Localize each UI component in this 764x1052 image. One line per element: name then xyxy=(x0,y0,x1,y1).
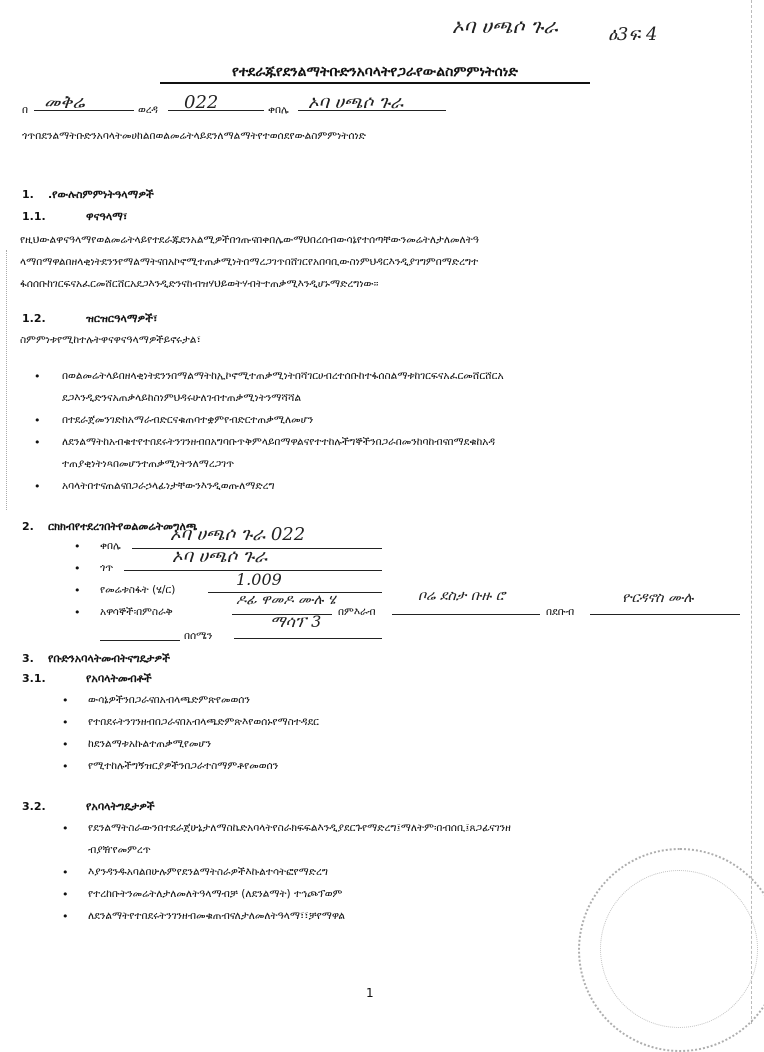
bullet-dot: • xyxy=(62,888,69,901)
right-item: የሚተከሉችግኝዝርያዎችንበጋራተስማምቶየመወሰን xyxy=(88,760,279,772)
section-3-1-number: 3.1. xyxy=(22,672,46,685)
section-1-1-text-line-2: ላማበማዋልበዘላቂነትደንንየማልማትናበአኮኖሚተጠቃሚነትበማረጋገጥበሸገርየአበባቢውስነምህዳርእንዲያገግምበማድረግተ xyxy=(20,256,479,268)
section-2-number: 2. xyxy=(22,520,34,533)
bullet-dot: • xyxy=(62,866,69,879)
section-2-title: ርክክብየተደረገበትየወልመሬትመግለጫ xyxy=(48,520,198,533)
bullet-dot: • xyxy=(62,738,69,751)
handwritten-corner-note: ዕ3ፍ 4 xyxy=(608,24,658,45)
boundary-west-label: በምእራብ xyxy=(338,606,376,618)
duty-item-continued: ብያዥየመምረጥ xyxy=(88,844,151,856)
bullet-dot: • xyxy=(34,414,41,427)
document-title: የተደራጁየደንልማትቡድንአባላትየጋራየውልስምምነትሰነድ xyxy=(160,64,590,84)
page-number: 1 xyxy=(366,986,374,1000)
land-size-label: የመሬቱስፋት (ሄ/ር) xyxy=(100,584,176,596)
bullet-dot: • xyxy=(34,436,41,449)
handwritten-size: 1.009 xyxy=(236,570,282,589)
section-1-1-text-line-1: የዚህውልዋናዓላማየወልመሬትላይየተደራጁደንአልሚዎችበጎጡናበቀበሌውማህበረሰብውሳኔየተሰጣቸውንመሬትለታለመለትዓ xyxy=(20,234,479,246)
section-3-2-number: 3.2. xyxy=(22,800,46,813)
boundary-north-label: በሰሜን xyxy=(184,630,213,642)
label-ba: በ xyxy=(22,104,29,116)
label-kebele: ቀበሌ xyxy=(268,104,289,116)
bullet-dot: • xyxy=(62,716,69,729)
boundary-south-label: በደቡብ xyxy=(546,606,575,618)
handwritten-place: ኦባ ሀጫሶ ጉራ xyxy=(308,92,404,113)
handwritten-kebele: ኦባ ሀጫሶ ጉራ 022 xyxy=(170,524,306,545)
section-1-title: .የውሉስምምነትዓላማዎች xyxy=(48,188,154,201)
objective-item: በተደራጀመንገድከአማራብድርናቁጠባተቋምየብድርተጠቃሚለመሆን xyxy=(62,414,314,426)
right-item: ውሳኔዎችንበጋራናበአብላጫድምጽየመወሰን xyxy=(88,694,250,706)
bullet-dot: • xyxy=(62,910,69,923)
label-woreda: ወረዳ xyxy=(138,104,158,116)
objective-item-continued: ደጋእንዲድንናአጠቃላይከስነምህዳሩሁለገብተጠቃሚነትንማሻሻል xyxy=(62,392,302,404)
section-1-1-text-line-3: ፋሰሰቡከገርፍናአፈርመሸርሸርአደጋእንዲድንናከብዝሃህይወትሃብትተጠቃሚእንዲሆኑማድረግነው፡፡ xyxy=(20,278,379,290)
duty-item: የተረከቡትንመሬትለታለመለትዓላማብቻ (ለደንልማት) ተኅጮፕወም xyxy=(88,888,343,900)
blank-leader xyxy=(100,626,180,641)
handwritten-west: ቦሬ ደስታ ቡዙ ሮ xyxy=(418,588,506,604)
section-3-title: የቡድንአባላትመብትናግዴታዎች xyxy=(48,652,170,665)
blank-land-size xyxy=(208,578,382,593)
section-3-1-title: የአባላትመብቶች xyxy=(86,672,152,685)
handwritten-got: ኦባ ሀጫሶ ጉራ xyxy=(172,546,268,567)
duty-item: የደንልማትስራውንበተደራጀሁኔታለማስኬድአባላትየስራክፍፍልእንዲያደርጉየማድረግ፤ማለትም፡በብሰቢ፤ጸጋፊናገንዘ xyxy=(88,822,511,834)
handwritten-name: መቅሬ xyxy=(44,92,85,113)
section-1-2-title: ዝርዝርዓላማዎች፣ xyxy=(86,312,158,325)
section-1-1-title: ዋናዓላማ፣ xyxy=(86,210,128,223)
section-1-1-number: 1.1. xyxy=(22,210,46,223)
land-kebele-label: ቀበሌ xyxy=(100,540,121,552)
objective-item: አባላትበተናጠልናበጋራኃላፊነታቸውንእንዲወጡለማድረግ xyxy=(62,480,275,492)
official-stamp xyxy=(578,848,764,1052)
bullet-dot: • xyxy=(62,760,69,773)
objective-item-continued: ተጠያቂነትነጻበመሆንተጠቃሚነትንለማረጋገጥ xyxy=(62,458,235,470)
section-1-2-intro: ስምምነቱየሚከተሉትዋናዋናዓላማዎችይኖሩታል፣ xyxy=(20,334,201,346)
section-3-number: 3. xyxy=(22,652,34,665)
boundary-east-label: አዋሳኞች፡በምስራቅ xyxy=(100,606,173,618)
bullet-dot: • xyxy=(74,540,81,553)
section-3-2-title: የአባላትግዴታዎች xyxy=(86,800,155,813)
handwritten-top-note: ኦባ ሀጫሶ ጉራ xyxy=(452,14,558,38)
bullet-dot: • xyxy=(74,584,81,597)
right-item: የተበደሩትንገንዘብበጋራናበአብላጫድምጽእየወሰኑየማስተዳደር xyxy=(88,716,319,728)
bullet-dot: • xyxy=(74,606,81,619)
bullet-dot: • xyxy=(34,370,41,383)
bullet-dot: • xyxy=(34,480,41,493)
page-edge-line xyxy=(751,0,752,1024)
objective-item: በወልመሬትላይበዘላቂነትደንንበማልማትከኢኮኖሚተጠቃሚነትበሻገርሀብረተሰቡከተፋሰስልማቱከገርፍናአፈርመሸርሸርአ xyxy=(62,370,504,382)
margin-dots xyxy=(6,250,11,510)
stamp-inner-ring xyxy=(600,870,758,1028)
duty-item: ለደንልማትየተበደሩትንገንዘብመቁጠብናለታለመለትዓላማ፣፣ቻየማዋል xyxy=(88,910,346,922)
duty-item: እያንዳንዱአባልበሁሉምየደንልማትስራዎችእኩልተሳትፎየማድረግ xyxy=(88,866,328,878)
handwritten-north: ማሳፕ 3 xyxy=(270,612,322,631)
right-item: ከደንልማቱአኩልተጠቃሚየመሆን xyxy=(88,738,212,750)
bullet-dot: • xyxy=(74,562,81,575)
section-1-number: 1. xyxy=(22,188,34,201)
section-1-2-number: 1.2. xyxy=(22,312,46,325)
land-got-label: ጎጥ xyxy=(100,562,114,574)
bullet-dot: • xyxy=(62,822,69,835)
handwritten-code: 022 xyxy=(184,92,219,113)
bullet-dot: • xyxy=(62,694,69,707)
intro-line: ጎጥበደንልማትቡድንአባላትመሀከልበወልመሬትላይደንለማልማትየተወሰደየውልስምምነትሰነድ xyxy=(22,130,366,142)
handwritten-south: ዮርዳኖስ ሙሉ xyxy=(622,590,694,606)
handwritten-east: ዶፊ ዋመዶ ሙሉ ሄ xyxy=(236,592,336,608)
objective-item: ለደንልማትከአብቁተየተበደሩትንገንዘብበአግባቡጥቅምላይበማዋልናየተተከሉችግኞችንበጋራበመንከባከብናበማደቁከአዳ xyxy=(62,436,496,448)
